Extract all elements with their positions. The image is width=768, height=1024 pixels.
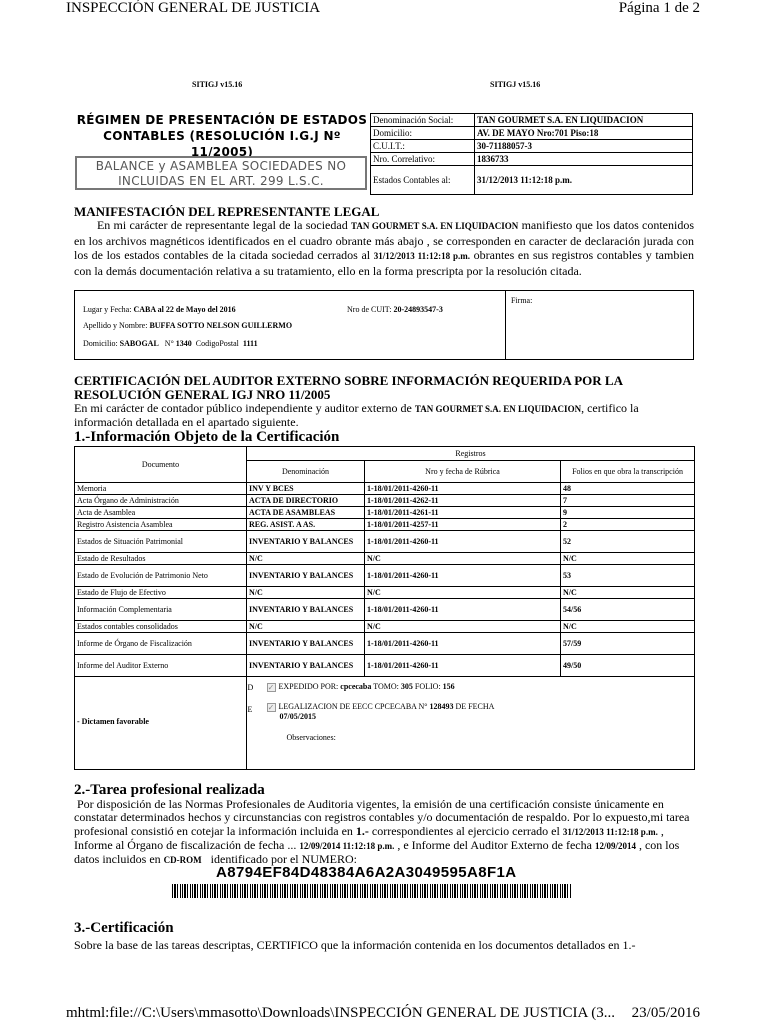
- rubrica-cell: 1-18/01/2011-4260-11: [365, 633, 561, 655]
- table-row: [75, 531, 695, 553]
- expedido-consejo: cpcecaba: [340, 682, 372, 691]
- company-info-value: 1836733: [475, 153, 693, 166]
- folios-cell: 48: [561, 483, 695, 495]
- s2-date-1: 31/12/2013 11:12:18 p.m.: [562, 826, 658, 837]
- s2-ref: 1.-: [355, 823, 369, 838]
- barcode: [172, 884, 572, 898]
- folios-cell: 52: [561, 531, 695, 553]
- documento-cell: Estados de Situación Patrimonial: [75, 531, 247, 553]
- company-info-table: [370, 113, 693, 195]
- folios-cell: 2: [561, 519, 695, 531]
- legalizacion-fecha: 07/05/2015: [279, 711, 316, 721]
- col-rubrica: Nro y fecha de Rúbrica: [365, 461, 561, 483]
- manifestacion-p3: obrantes en sus registros contables y tambien con la demás documentación relativa a su tratamiento, ello en la forma prescripta por la resolución citada.: [74, 248, 694, 278]
- intro-company: TAN GOURMET S.A. EN LIQUIDACION: [414, 404, 582, 414]
- company-info-row: [371, 140, 693, 153]
- folios-cell: 9: [561, 507, 695, 519]
- denominacion-cell: N/C: [247, 621, 365, 633]
- rubrica-cell: N/C: [365, 587, 561, 599]
- balance-box: BALANCE y ASAMBLEA SOCIEDADES NO INCLUIDAS EN EL ART. 299 L.S.C.: [75, 156, 367, 190]
- folios-cell: 49/50: [561, 655, 695, 677]
- numero-label: N°: [164, 339, 174, 348]
- expedido-checkbox[interactable]: ✓: [267, 682, 275, 692]
- rubrica-cell: 1-18/01/2011-4260-11: [365, 531, 561, 553]
- company-info-row: [371, 153, 693, 166]
- manifestacion-p2: manifiesto que los datos contenidos en los archivos magnéticos identificados en el cuadro obrante más abajo , se corresponden en caracter de declaración jurada con los de los estados contables de la citada sociedad cerrados al: [74, 218, 695, 262]
- table-row: [75, 599, 695, 621]
- company-info-value: AV. DE MAYO Nro:701 Piso:18: [475, 127, 693, 140]
- lugar-value: CABA al 22 de Mayo del 2016: [133, 305, 236, 314]
- legalizacion-number: 128493: [429, 702, 454, 711]
- table-row: [75, 519, 695, 531]
- company-info-label: Estados Contables al:: [371, 166, 475, 195]
- legalizacion-checkbox[interactable]: ✓: [267, 702, 275, 712]
- tomo-value: 305: [400, 682, 413, 691]
- s2-text-3: , Informe al Órgano de fiscalización de fecha ...: [74, 823, 664, 852]
- section2-title: 2.-Tarea profesional realizada: [74, 782, 265, 798]
- s2-cdrom: CD-ROM: [163, 855, 202, 866]
- folios-cell: 54/56: [561, 599, 695, 621]
- documento-cell: Estados contables consolidados: [75, 621, 247, 633]
- table-row: [75, 507, 695, 519]
- signature-divider: [505, 291, 506, 359]
- rubrica-cell: 1-18/01/2011-4260-11: [365, 599, 561, 621]
- legalizacion-label: LEGALIZACION DE EECC CPCECABA N°: [278, 702, 428, 711]
- rubrica-cell: 1-18/01/2011-4260-11: [365, 483, 561, 495]
- dictamen-details: [247, 677, 695, 770]
- e-letter: E: [247, 705, 253, 714]
- company-info-value: 30-71188057-3: [475, 140, 693, 153]
- company-info-label: Nro. Correlativo:: [371, 153, 475, 166]
- section1-title: 1.-Información Objeto de la Certificación: [74, 429, 340, 445]
- documento-cell: Estado de Resultados: [75, 553, 247, 565]
- col-registros: Registros: [247, 447, 695, 461]
- denominacion-cell: INV Y BCES: [247, 483, 365, 495]
- s2-text-4: , e Informe del Auditor Externo de fecha: [397, 837, 592, 852]
- denominacion-cell: INVENTARIO Y BALANCES: [247, 565, 365, 587]
- documento-cell: Acta Órgano de Administración: [75, 495, 247, 507]
- registros-table: [74, 446, 695, 770]
- company-info-label: C.U.I.T.:: [371, 140, 475, 153]
- version-label-right: SITIGJ v15.16: [490, 80, 541, 89]
- documento-cell: Acta de Asamblea: [75, 507, 247, 519]
- s2-text-1: Por disposición de las Normas Profesionales de Auditoria vigentes, la emisión de una certificación consiste únicamente en constatar determinados hechos y circunstancias con registros contables y/o documentación de respaldo. Por lo expuesto,mi tarea profesional consistió en cotejar la información incluida en: [74, 797, 690, 838]
- documento-cell: Informe de Órgano de Fiscalización: [75, 633, 247, 655]
- rubrica-cell: 1-18/01/2011-4260-11: [365, 655, 561, 677]
- col-documento: Documento: [75, 447, 247, 483]
- denominacion-cell: N/C: [247, 553, 365, 565]
- table-row: [75, 483, 695, 495]
- certificacion-intro: [74, 402, 694, 429]
- s2-text-5: , con los datos incluidos en: [74, 837, 680, 867]
- denominacion-cell: ACTA DE ASAMBLEAS: [247, 507, 365, 519]
- domicilio-value: SABOGAL: [119, 339, 159, 348]
- folios-cell: 57/59: [561, 633, 695, 655]
- company-info-row: [371, 127, 693, 140]
- folios-cell: 7: [561, 495, 695, 507]
- print-footer-date: 23/05/2016: [631, 1005, 700, 1021]
- documento-cell: Estado de Evolución de Patrimonio Neto: [75, 565, 247, 587]
- expedido-row: [267, 682, 455, 692]
- print-header: [0, 0, 768, 22]
- col-denominacion: Denominación: [247, 461, 365, 483]
- regimen-title: RÉGIMEN DE PRESENTACIÓN DE ESTADOS CONTABLES (RESOLUCIÓN I.G.J Nº 11/2005): [76, 113, 368, 159]
- firma-label: Firma:: [511, 296, 533, 305]
- s2-text-6: identificado por el NUMERO:: [210, 852, 357, 867]
- denominacion-cell: INVENTARIO Y BALANCES: [247, 599, 365, 621]
- nombre-line: [83, 321, 292, 330]
- intro-text-2: , certifico la información detallada en el apartado siguiente.: [74, 401, 639, 429]
- dictamen-cell: [75, 677, 247, 770]
- documento-cell: Memoria: [75, 483, 247, 495]
- d-letter: D: [247, 683, 254, 692]
- print-footer: [0, 1005, 768, 1024]
- legalizacion-row: [267, 702, 495, 721]
- denominacion-cell: INVENTARIO Y BALANCES: [247, 531, 365, 553]
- domicilio-line: [83, 339, 258, 348]
- manifestacion-text: [74, 218, 694, 278]
- certification-number: A8794EF84D48384A6A2A3049595A8F1A: [216, 864, 517, 881]
- lugar-fecha: [83, 305, 236, 314]
- table-row: [75, 655, 695, 677]
- manifestacion-company: TAN GOURMET S.A. EN LIQUIDACION: [351, 221, 519, 231]
- tomo-label: TOMO:: [373, 682, 399, 691]
- denominacion-cell: REG. ASIST. A AS.: [247, 519, 365, 531]
- section3-title: 3.-Certificación: [74, 920, 174, 936]
- print-footer-url: mhtml:file://C:\Users\mmasotto\Downloads\INSPECCIÓN GENERAL DE JUSTICIA (3...: [66, 1005, 616, 1021]
- expedido-label: EXPEDIDO POR:: [278, 682, 339, 691]
- table-row: [75, 633, 695, 655]
- rubrica-cell: 1-18/01/2011-4261-11: [365, 507, 561, 519]
- folio-label: FOLIO:: [414, 682, 441, 691]
- cuit-value: 20-24893547-3: [393, 305, 443, 314]
- documento-cell: Estado de Flujo de Efectivo: [75, 587, 247, 599]
- lugar-label: Lugar y Fecha:: [83, 305, 132, 314]
- s2-date-3: 12/09/2014: [594, 840, 636, 851]
- rubrica-cell: 1-18/01/2011-4257-11: [365, 519, 561, 531]
- version-label-left: SITIGJ v15.16: [192, 80, 243, 89]
- col-folios: Folios en que obra la transcripción: [561, 461, 695, 483]
- section3-text: Sobre la base de las tareas descriptas, CERTIFICO que la información contenida en los documentos detallados en 1.-: [74, 938, 636, 952]
- nombre-label: Apellido y Nombre:: [83, 321, 148, 330]
- folio-value: 156: [442, 682, 455, 691]
- denominacion-cell: INVENTARIO Y BALANCES: [247, 655, 365, 677]
- documento-cell: Registro Asistencia Asamblea: [75, 519, 247, 531]
- company-info-row: [371, 114, 693, 127]
- table-row: [75, 621, 695, 633]
- domicilio-label: Domicilio:: [83, 339, 118, 348]
- print-header-title: INSPECCIÓN GENERAL DE JUSTICIA: [66, 0, 321, 16]
- table-row: [75, 495, 695, 507]
- company-info-label: Domicilio:: [371, 127, 475, 140]
- cuit-line: [347, 305, 443, 314]
- rubrica-cell: 1-18/01/2011-4260-11: [365, 565, 561, 587]
- folios-cell: 53: [561, 565, 695, 587]
- folios-cell: N/C: [561, 621, 695, 633]
- certificacion-title: CERTIFICACIÓN DEL AUDITOR EXTERNO SOBRE INFORMACIÓN REQUERIDA POR LA RESOLUCIÓN GENERAL IGJ NRO 11/2005: [74, 373, 623, 402]
- page-number: Página 1 de 2: [618, 0, 700, 16]
- documento-cell: Información Complementaria: [75, 599, 247, 621]
- rubrica-cell: N/C: [365, 621, 561, 633]
- nombre-value: BUFFA SOTTO NELSON GUILLERMO: [149, 321, 293, 330]
- company-info-label: Denominación Social:: [371, 114, 475, 127]
- cp-value: 1111: [242, 339, 258, 348]
- denominacion-cell: INVENTARIO Y BALANCES: [247, 633, 365, 655]
- section2-text: [74, 798, 694, 867]
- manifestacion-title: MANIFESTACIÓN DEL REPRESENTANTE LEGAL: [74, 204, 380, 219]
- company-info-value: TAN GOURMET S.A. EN LIQUIDACION: [475, 114, 693, 127]
- cuit-label: Nro de CUIT:: [347, 305, 392, 314]
- denominacion-cell: ACTA DE DIRECTORIO: [247, 495, 365, 507]
- signature-box: [74, 290, 694, 360]
- legalizacion-fecha-label: DE FECHA: [455, 702, 495, 711]
- company-info-row: [371, 166, 693, 195]
- observaciones-label: Observaciones:: [286, 733, 336, 742]
- s2-date-2: 12/09/2014 11:12:18 p.m.: [299, 840, 395, 851]
- table-row: [75, 587, 695, 599]
- folios-cell: N/C: [561, 553, 695, 565]
- manifestacion-p1: En mi carácter de representante legal de la sociedad: [96, 218, 348, 232]
- manifestacion-date: 31/12/2013 11:12:18 p.m.: [373, 251, 470, 261]
- company-info-value: 31/12/2013 11:12:18 p.m.: [475, 166, 693, 195]
- denominacion-cell: N/C: [247, 587, 365, 599]
- documento-cell: Informe del Auditor Externo: [75, 655, 247, 677]
- folios-cell: N/C: [561, 587, 695, 599]
- rubrica-cell: 1-18/01/2011-4262-11: [365, 495, 561, 507]
- dictamen-label: - Dictamen favorable: [77, 717, 149, 726]
- table-row: [75, 565, 695, 587]
- table-row: [75, 553, 695, 565]
- intro-text-1: En mi carácter de contador público independiente y auditor externo de: [74, 401, 412, 415]
- s2-text-2: correspondientes al ejercicio cerrado el: [371, 823, 560, 838]
- numero-value: 1340: [175, 339, 192, 348]
- rubrica-cell: N/C: [365, 553, 561, 565]
- cp-label: CodigoPostal: [195, 339, 239, 348]
